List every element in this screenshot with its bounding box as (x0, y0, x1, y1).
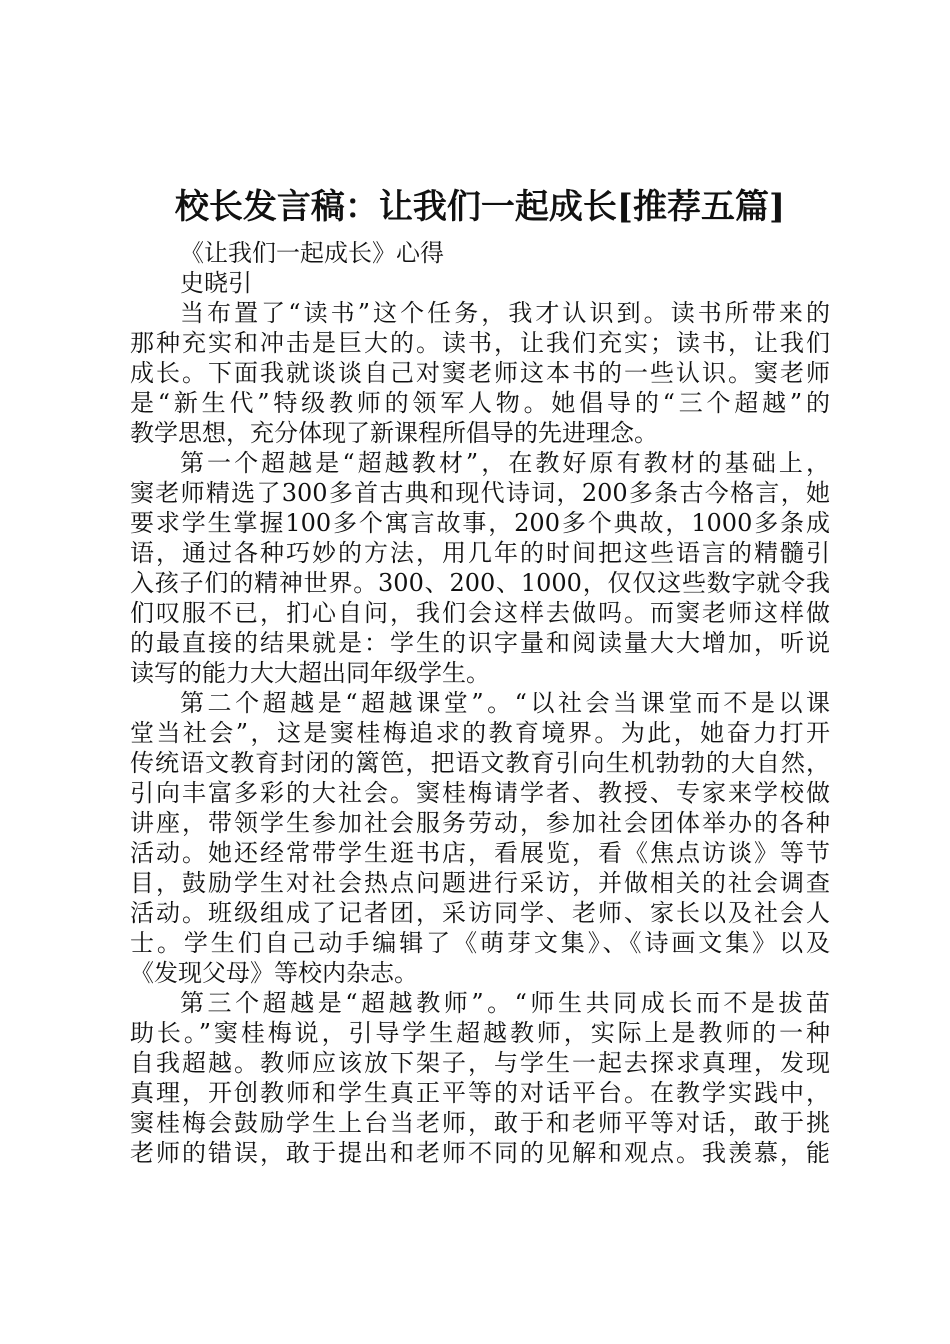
paragraph-line: 们叹服不已，扪心自问，我们会这样去做吗。而窦老师这样做 (130, 599, 830, 627)
paragraph-line: 《发现父母》等校内杂志。 (130, 959, 418, 987)
paragraph-line: 窦桂梅会鼓励学生上台当老师，敢于和老师平等对话，敢于挑 (130, 1109, 830, 1137)
paragraph-line: 要求学生掌握100多个寓言故事，200多个典故，1000多条成 (130, 509, 830, 537)
paragraph-line: 引向丰富多彩的大社会。窦桂梅请学者、教授、专家来学校做 (130, 779, 830, 807)
paragraph-line: 教学思想，充分体现了新课程所倡导的先进理念。 (130, 419, 658, 447)
paragraph-line: 是“新生代”特级教师的领军人物。她倡导的“三个超越”的 (130, 389, 830, 417)
paragraph-line: 成长。下面我就谈谈自己对窦老师这本书的一些认识。窦老师 (130, 359, 830, 387)
paragraph-line: 活动。班级组成了记者团，采访同学、老师、家长以及社会人 (130, 899, 830, 927)
paragraph-line: 目，鼓励学生对社会热点问题进行采访，并做相关的社会调查 (130, 869, 830, 897)
paragraph-line: 当布置了“读书”这个任务，我才认识到。读书所带来的 (180, 299, 830, 327)
paragraph-line: 助长。”窦桂梅说，引导学生超越教师，实际上是教师的一种 (130, 1019, 830, 1047)
paragraph-line: 的最直接的结果就是：学生的识字量和阅读量大大增加，听说 (130, 629, 830, 657)
paragraph-line: 真理，开创教师和学生真正平等的对话平台。在教学实践中， (130, 1079, 830, 1107)
document-author: 史晓引 (180, 269, 252, 297)
paragraph-line: 士。学生们自己动手编辑了《萌芽文集》、《诗画文集》以及 (130, 929, 830, 957)
document-subtitle: 《让我们一起成长》心得 (180, 239, 444, 267)
paragraph-line: 老师的错误，敢于提出和老师不同的见解和观点。我羡慕，能 (130, 1139, 830, 1167)
paragraph-line: 第一个超越是“超越教材”，在教好原有教材的基础上， (180, 449, 830, 477)
paragraph-line: 读写的能力大大超出同年级学生。 (130, 659, 490, 687)
paragraph-line: 讲座，带领学生参加社会服务劳动，参加社会团体举办的各种 (130, 809, 830, 837)
paragraph-line: 那种充实和冲击是巨大的。读书，让我们充实；读书，让我们 (130, 329, 830, 357)
paragraph-line: 活动。她还经常带学生逛书店，看展览，看《焦点访谈》等节 (130, 839, 830, 867)
paragraph-line: 入孩子们的精神世界。300、200、1000，仅仅这些数字就令我 (130, 569, 830, 597)
paragraph-line: 自我超越。教师应该放下架子，与学生一起去探求真理，发现 (130, 1049, 830, 1077)
paragraph-line: 第二个超越是“超越课堂”。“以社会当课堂而不是以课 (180, 689, 830, 717)
paragraph-line: 窦老师精选了300多首古典和现代诗词，200多条古今格言，她 (130, 479, 830, 507)
paragraph-line: 第三个超越是“超越教师”。“师生共同成长而不是拔苗 (180, 989, 830, 1017)
document-title: 校长发言稿：让我们一起成长[推荐五篇] (174, 187, 786, 227)
paragraph-line: 堂当社会”，这是窦桂梅追求的教育境界。为此，她奋力打开 (130, 719, 830, 747)
paragraph-line: 传统语文教育封闭的篱笆，把语文教育引向生机勃勃的大自然， (130, 749, 830, 777)
paragraph-line: 语，通过各种巧妙的方法，用几年的时间把这些语言的精髓引 (130, 539, 830, 567)
